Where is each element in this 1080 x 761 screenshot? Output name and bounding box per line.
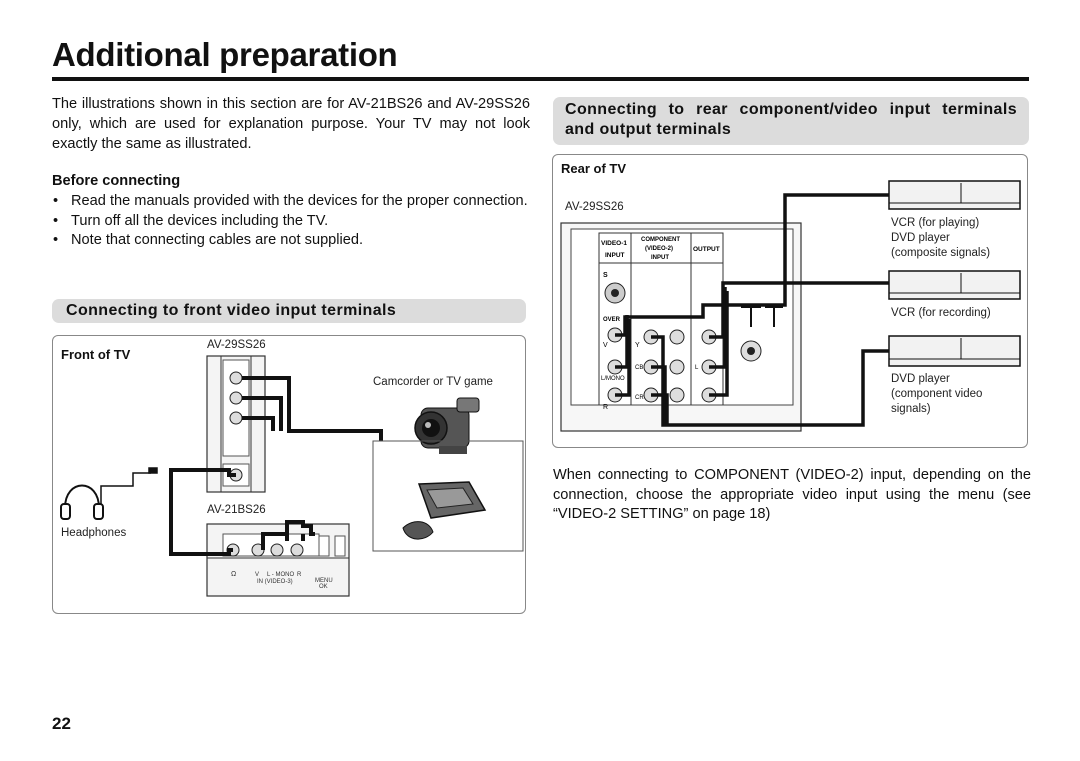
rear-illustration bbox=[552, 154, 1028, 448]
tv-rear-panel bbox=[561, 223, 801, 431]
svg-text:(VIDEO-2): (VIDEO-2) bbox=[645, 246, 674, 252]
page-number: 22 bbox=[52, 714, 71, 733]
svg-text:IN (VIDEO-3): IN (VIDEO-3) bbox=[257, 579, 293, 585]
before-connecting-heading: Before connecting bbox=[52, 173, 181, 189]
bullet-item: • Note that connecting cables are not supplied. bbox=[53, 232, 364, 248]
svg-text:R: R bbox=[603, 404, 609, 411]
component-video-label: (component video bbox=[891, 388, 983, 400]
rear-section-heading: Connecting to rear component/video input terminals and output terminals bbox=[553, 97, 1029, 145]
svg-text:OUTPUT: OUTPUT bbox=[693, 246, 720, 253]
camcorder-label: Camcorder or TV game bbox=[373, 376, 493, 388]
dvd-player-label: DVD player bbox=[891, 232, 950, 244]
svg-text:V: V bbox=[603, 342, 608, 349]
signals-label: signals) bbox=[891, 403, 931, 415]
headphones-icon bbox=[61, 486, 103, 520]
rear-model-label: AV-29SS26 bbox=[565, 201, 624, 213]
svg-text:INPUT: INPUT bbox=[605, 252, 625, 259]
headphone-cable bbox=[101, 468, 157, 506]
bullet-item: • Turn off all the devices including the TV. bbox=[53, 212, 329, 229]
game-console-icon bbox=[373, 441, 523, 551]
svg-text:CB: CB bbox=[635, 365, 644, 371]
svg-text:S: S bbox=[603, 272, 608, 279]
headphones-label: Headphones bbox=[61, 527, 127, 539]
page-title: Additional preparation bbox=[52, 36, 398, 73]
svg-text:L: L bbox=[695, 365, 699, 371]
front-of-tv-label: Front of TV bbox=[61, 347, 131, 362]
svg-text:Y: Y bbox=[635, 342, 640, 349]
svg-text:INPUT: INPUT bbox=[651, 255, 669, 261]
front-section-heading: Connecting to front video input terminals bbox=[52, 299, 526, 323]
rear-diagram bbox=[553, 155, 1027, 447]
svg-text:CR: CR bbox=[635, 395, 644, 401]
vcr-playing-label: VCR (for playing) bbox=[891, 217, 980, 229]
component-note: When connecting to COMPONENT (VIDEO-2) input, depending on the connection, choose the appropriate video input using the menu (see “VIDEO-2 SETTING” on page 18) bbox=[553, 467, 1031, 522]
rear-of-tv-label: Rear of TV bbox=[561, 161, 627, 176]
model-label-bottom: AV-21BS26 bbox=[207, 504, 266, 516]
svg-text:R: R bbox=[297, 572, 302, 578]
svg-text:MENU: MENU bbox=[315, 578, 333, 584]
vcr-playing-device bbox=[889, 181, 1020, 209]
dvd-player-device bbox=[889, 336, 1020, 366]
intro-paragraph: The illustrations shown in this section are for AV-21BS26 and AV-29SS26 only, which are used for explanation purpose. Your TV may not look exactly the same as illustrated. bbox=[52, 96, 530, 152]
svg-text:L - MONO: L - MONO bbox=[267, 572, 295, 578]
svg-text:Ω: Ω bbox=[231, 571, 237, 578]
camcorder-icon bbox=[415, 398, 479, 454]
svg-text:COMPONENT: COMPONENT bbox=[641, 237, 680, 243]
svg-text:OVER: OVER bbox=[603, 317, 621, 323]
vcr-recording-device bbox=[889, 271, 1020, 299]
title-rule bbox=[52, 77, 1029, 81]
dvd-player-component-label: DVD player bbox=[891, 373, 950, 385]
front-diagram bbox=[53, 336, 525, 612]
bullet-list bbox=[52, 192, 528, 251]
svg-text:OK: OK bbox=[319, 584, 328, 590]
composite-label: (composite signals) bbox=[891, 247, 991, 259]
svg-text:L/MONO: L/MONO bbox=[601, 376, 625, 382]
svg-text:V: V bbox=[255, 572, 260, 578]
svg-text:VIDEO-1: VIDEO-1 bbox=[601, 240, 628, 247]
model-label-top: AV-29SS26 bbox=[207, 339, 266, 351]
vcr-recording-label: VCR (for recording) bbox=[891, 307, 991, 319]
front-illustration bbox=[52, 335, 526, 614]
bullet-item: • Read the manuals provided with the devices for the proper connection. bbox=[53, 193, 528, 209]
